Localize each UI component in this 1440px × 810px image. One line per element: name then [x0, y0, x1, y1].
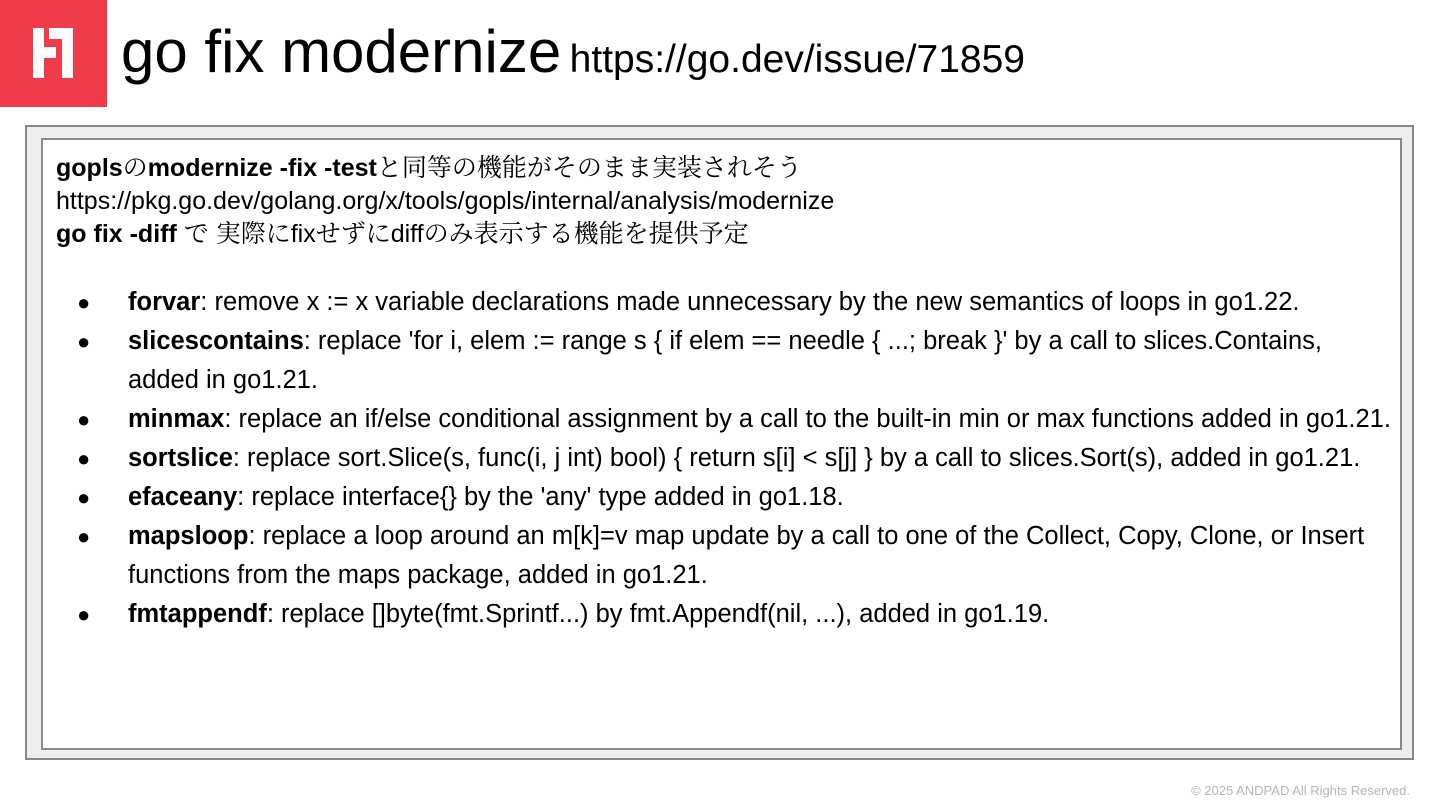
intro: [56, 152, 1392, 251]
list-item: [56, 283, 1392, 322]
intro-line-3: [56, 218, 1392, 251]
analyzer-name: sortslice: [128, 444, 233, 472]
bullet-icon: ●: [77, 290, 91, 315]
analyzer-list: [56, 283, 1392, 634]
page-title: [121, 12, 1025, 108]
list-item: [56, 322, 1392, 400]
bullet-icon: ●: [77, 485, 91, 510]
intro-line-1: [56, 152, 1392, 185]
analyzer-name: efaceany: [128, 483, 238, 511]
title-text: go fix modernize: [121, 18, 562, 85]
intro-line-1-rest: と同等の機能がそのまま実装されそう: [376, 154, 802, 182]
issue-link[interactable]: https://go.dev/issue/71859: [569, 38, 1025, 81]
analyzer-name: slicescontains: [128, 327, 304, 355]
list-item: [56, 478, 1392, 517]
list-item: [56, 400, 1392, 439]
bullet-icon: ●: [77, 329, 91, 354]
analyzer-desc: : replace sort.Slice(s, func(i, j int) bool) { return s[i] < s[j] } by a call to slices.Sort(s), added in go1.21.: [232, 444, 1361, 472]
list-item: [56, 517, 1392, 595]
intro-line-2[interactable]: https://pkg.go.dev/golang.org/x/tools/gopls/internal/analysis/modernize: [56, 187, 835, 215]
analyzer-desc: : replace 'for i, elem := range s { if elem == needle { ...; break }' by a call to slices.Contains, added in go1.21.: [128, 327, 1322, 394]
list-item: [56, 439, 1392, 478]
bullet-icon: ●: [77, 524, 91, 549]
content: [56, 152, 1392, 634]
list-item: [56, 595, 1392, 634]
intro-modernize-flags: modernize -fix -test: [147, 154, 377, 182]
intro-no: の: [122, 154, 148, 182]
analyzer-desc: : replace an if/else conditional assignment by a call to the built-in min or max functions added in go1.21.: [224, 405, 1391, 433]
andpad-logo: [0, 0, 107, 107]
bullet-icon: ●: [77, 407, 91, 432]
andpad-logo-icon: [0, 0, 107, 107]
analyzer-name: mapsloop: [128, 522, 249, 550]
analyzer-desc: : replace []byte(fmt.Sprintf...) by fmt.Appendf(nil, ...), added in go1.19.: [266, 600, 1050, 628]
analyzer-desc: : replace interface{} by the 'any' type added in go1.18.: [237, 483, 844, 511]
analyzer-name: forvar: [128, 288, 201, 316]
copyright: © 2025 ANDPAD All Rights Reserved.: [1191, 783, 1410, 798]
analyzer-desc: : remove x := x variable declarations made unnecessary by the new semantics of loops in go1.22.: [200, 288, 1300, 316]
bullet-icon: ●: [77, 602, 91, 627]
intro-line-3-rest: で 実際にfixせずにdiffのみ表示する機能を提供予定: [176, 220, 749, 248]
intro-go-fix-diff: go fix -diff: [56, 220, 177, 248]
intro-gopls: gopls: [56, 154, 123, 182]
analyzer-name: fmtappendf: [128, 600, 267, 628]
bullet-icon: ●: [77, 446, 91, 471]
analyzer-desc: : replace a loop around an m[k]=v map update by a call to one of the Collect, Copy, Clone, or Insert functions from the maps package, added in go1.21.: [128, 522, 1365, 589]
analyzer-name: minmax: [128, 405, 225, 433]
